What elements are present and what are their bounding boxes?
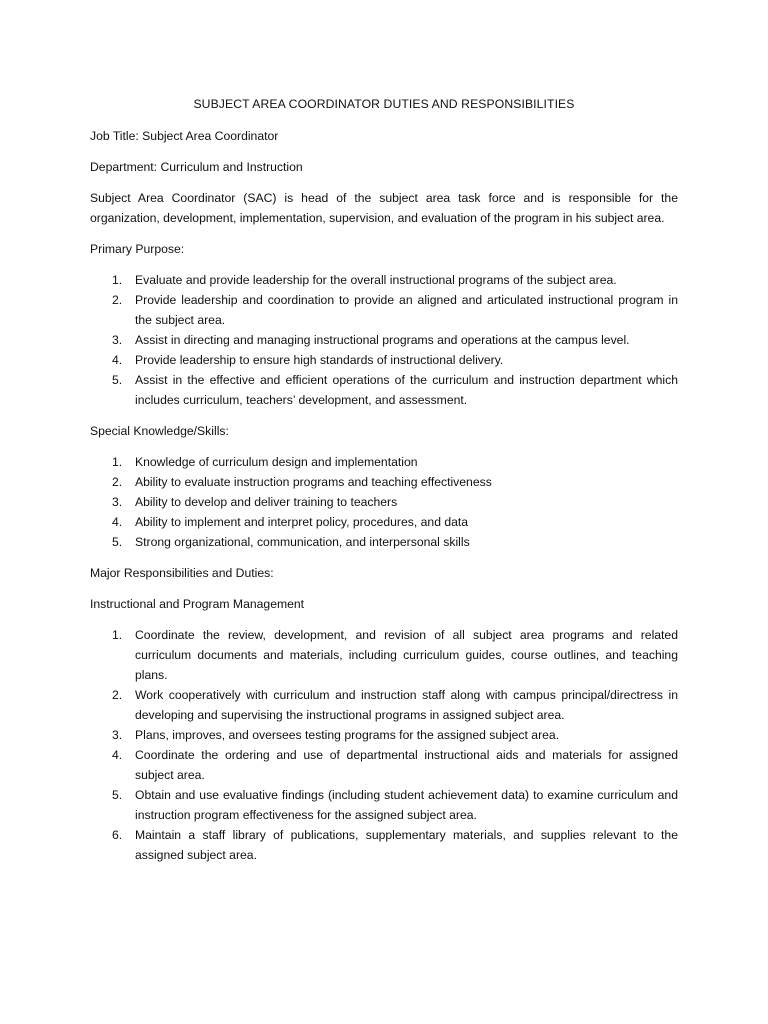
list-item-text: Ability to evaluate instruction programs and teaching effectiveness	[135, 475, 492, 489]
list-item	[90, 492, 678, 512]
intro-paragraph: Subject Area Coordinator (SAC) is head of the subject area task force and is responsible for the organization, development, implementation, supervision, and evaluation of the program in his subject area.	[90, 191, 678, 225]
list-item-number: 4.	[112, 515, 123, 529]
document-title: SUBJECT AREA COORDINATOR DUTIES AND RESPONSIBILITIES	[193, 97, 575, 111]
list-item-number: 6.	[112, 828, 123, 842]
list-item	[90, 330, 678, 350]
list-item	[90, 350, 678, 370]
list-item-number: 3.	[112, 333, 123, 347]
list-item-text: Coordinate the review, development, and revision of all subject area programs and related curriculum documents and materials, including curriculum guides, course outlines, and teaching plans.	[135, 628, 678, 682]
list-item-number: 5.	[112, 373, 123, 387]
list-item-number: 2.	[112, 688, 123, 702]
primary-purpose-heading: Primary Purpose:	[90, 242, 185, 256]
list-item-text: Evaluate and provide leadership for the overall instructional programs of the subject area.	[135, 273, 617, 287]
list-item-text: Coordinate the ordering and use of departmental instructional aids and materials for assigned subject area.	[135, 748, 678, 782]
list-item-text: Knowledge of curriculum design and implementation	[135, 455, 418, 469]
list-item-text: Work cooperatively with curriculum and instruction staff along with campus principal/directress in developing and supervising the instructional programs in assigned subject area.	[135, 688, 678, 722]
list-item	[90, 290, 678, 330]
list-item	[90, 725, 678, 745]
list-item-number: 2.	[112, 293, 123, 307]
list-item-text: Provide leadership to ensure high standards of instructional delivery.	[135, 353, 504, 367]
special-knowledge-heading: Special Knowledge/Skills:	[90, 424, 229, 438]
list-item	[90, 625, 678, 685]
list-item	[90, 532, 678, 552]
list-item	[90, 452, 678, 472]
instructional-management-heading: Instructional and Program Management	[90, 597, 305, 611]
list-item	[90, 370, 678, 410]
list-item	[90, 472, 678, 492]
document-page	[90, 94, 678, 876]
list-item-number: 3.	[112, 728, 123, 742]
list-item	[90, 685, 678, 725]
list-item-number: 4.	[112, 353, 123, 367]
major-responsibilities-heading: Major Responsibilities and Duties:	[90, 566, 274, 580]
list-item-text: Assist in the effective and efficient operations of the curriculum and instruction department which includes curriculum, teachers’ development, and assessment.	[135, 373, 678, 407]
primary-purpose-list	[90, 270, 678, 410]
list-item-text: Ability to implement and interpret policy, procedures, and data	[135, 515, 469, 529]
list-item-number: 2.	[112, 475, 123, 489]
job-title-line: Job Title: Subject Area Coordinator	[90, 129, 279, 143]
instructional-management-list	[90, 625, 678, 865]
list-item	[90, 745, 678, 785]
list-item-number: 1.	[112, 628, 123, 642]
list-item-text: Ability to develop and deliver training to teachers	[135, 495, 398, 509]
list-item-text: Maintain a staff library of publications, supplementary materials, and supplies relevant to the assigned subject area.	[135, 828, 678, 862]
list-item-text: Assist in directing and managing instructional programs and operations at the campus level.	[135, 333, 630, 347]
list-item	[90, 270, 678, 290]
list-item	[90, 825, 678, 865]
list-item-number: 4.	[112, 748, 123, 762]
list-item-number: 1.	[112, 273, 123, 287]
list-item-text: Provide leadership and coordination to provide an aligned and articulated instructional program in the subject area.	[135, 293, 678, 327]
list-item-number: 1.	[112, 455, 123, 469]
list-item-text: Obtain and use evaluative findings (including student achievement data) to examine curriculum and instruction program effectiveness for the assigned subject area.	[135, 788, 678, 822]
list-item	[90, 512, 678, 532]
list-item-number: 5.	[112, 535, 123, 549]
list-item-text: Plans, improves, and oversees testing programs for the assigned subject area.	[135, 728, 560, 742]
list-item-number: 5.	[112, 788, 123, 802]
list-item-number: 3.	[112, 495, 123, 509]
department-line: Department: Curriculum and Instruction	[90, 160, 303, 174]
special-knowledge-list	[90, 452, 678, 552]
list-item-text: Strong organizational, communication, and interpersonal skills	[135, 535, 470, 549]
list-item	[90, 785, 678, 825]
